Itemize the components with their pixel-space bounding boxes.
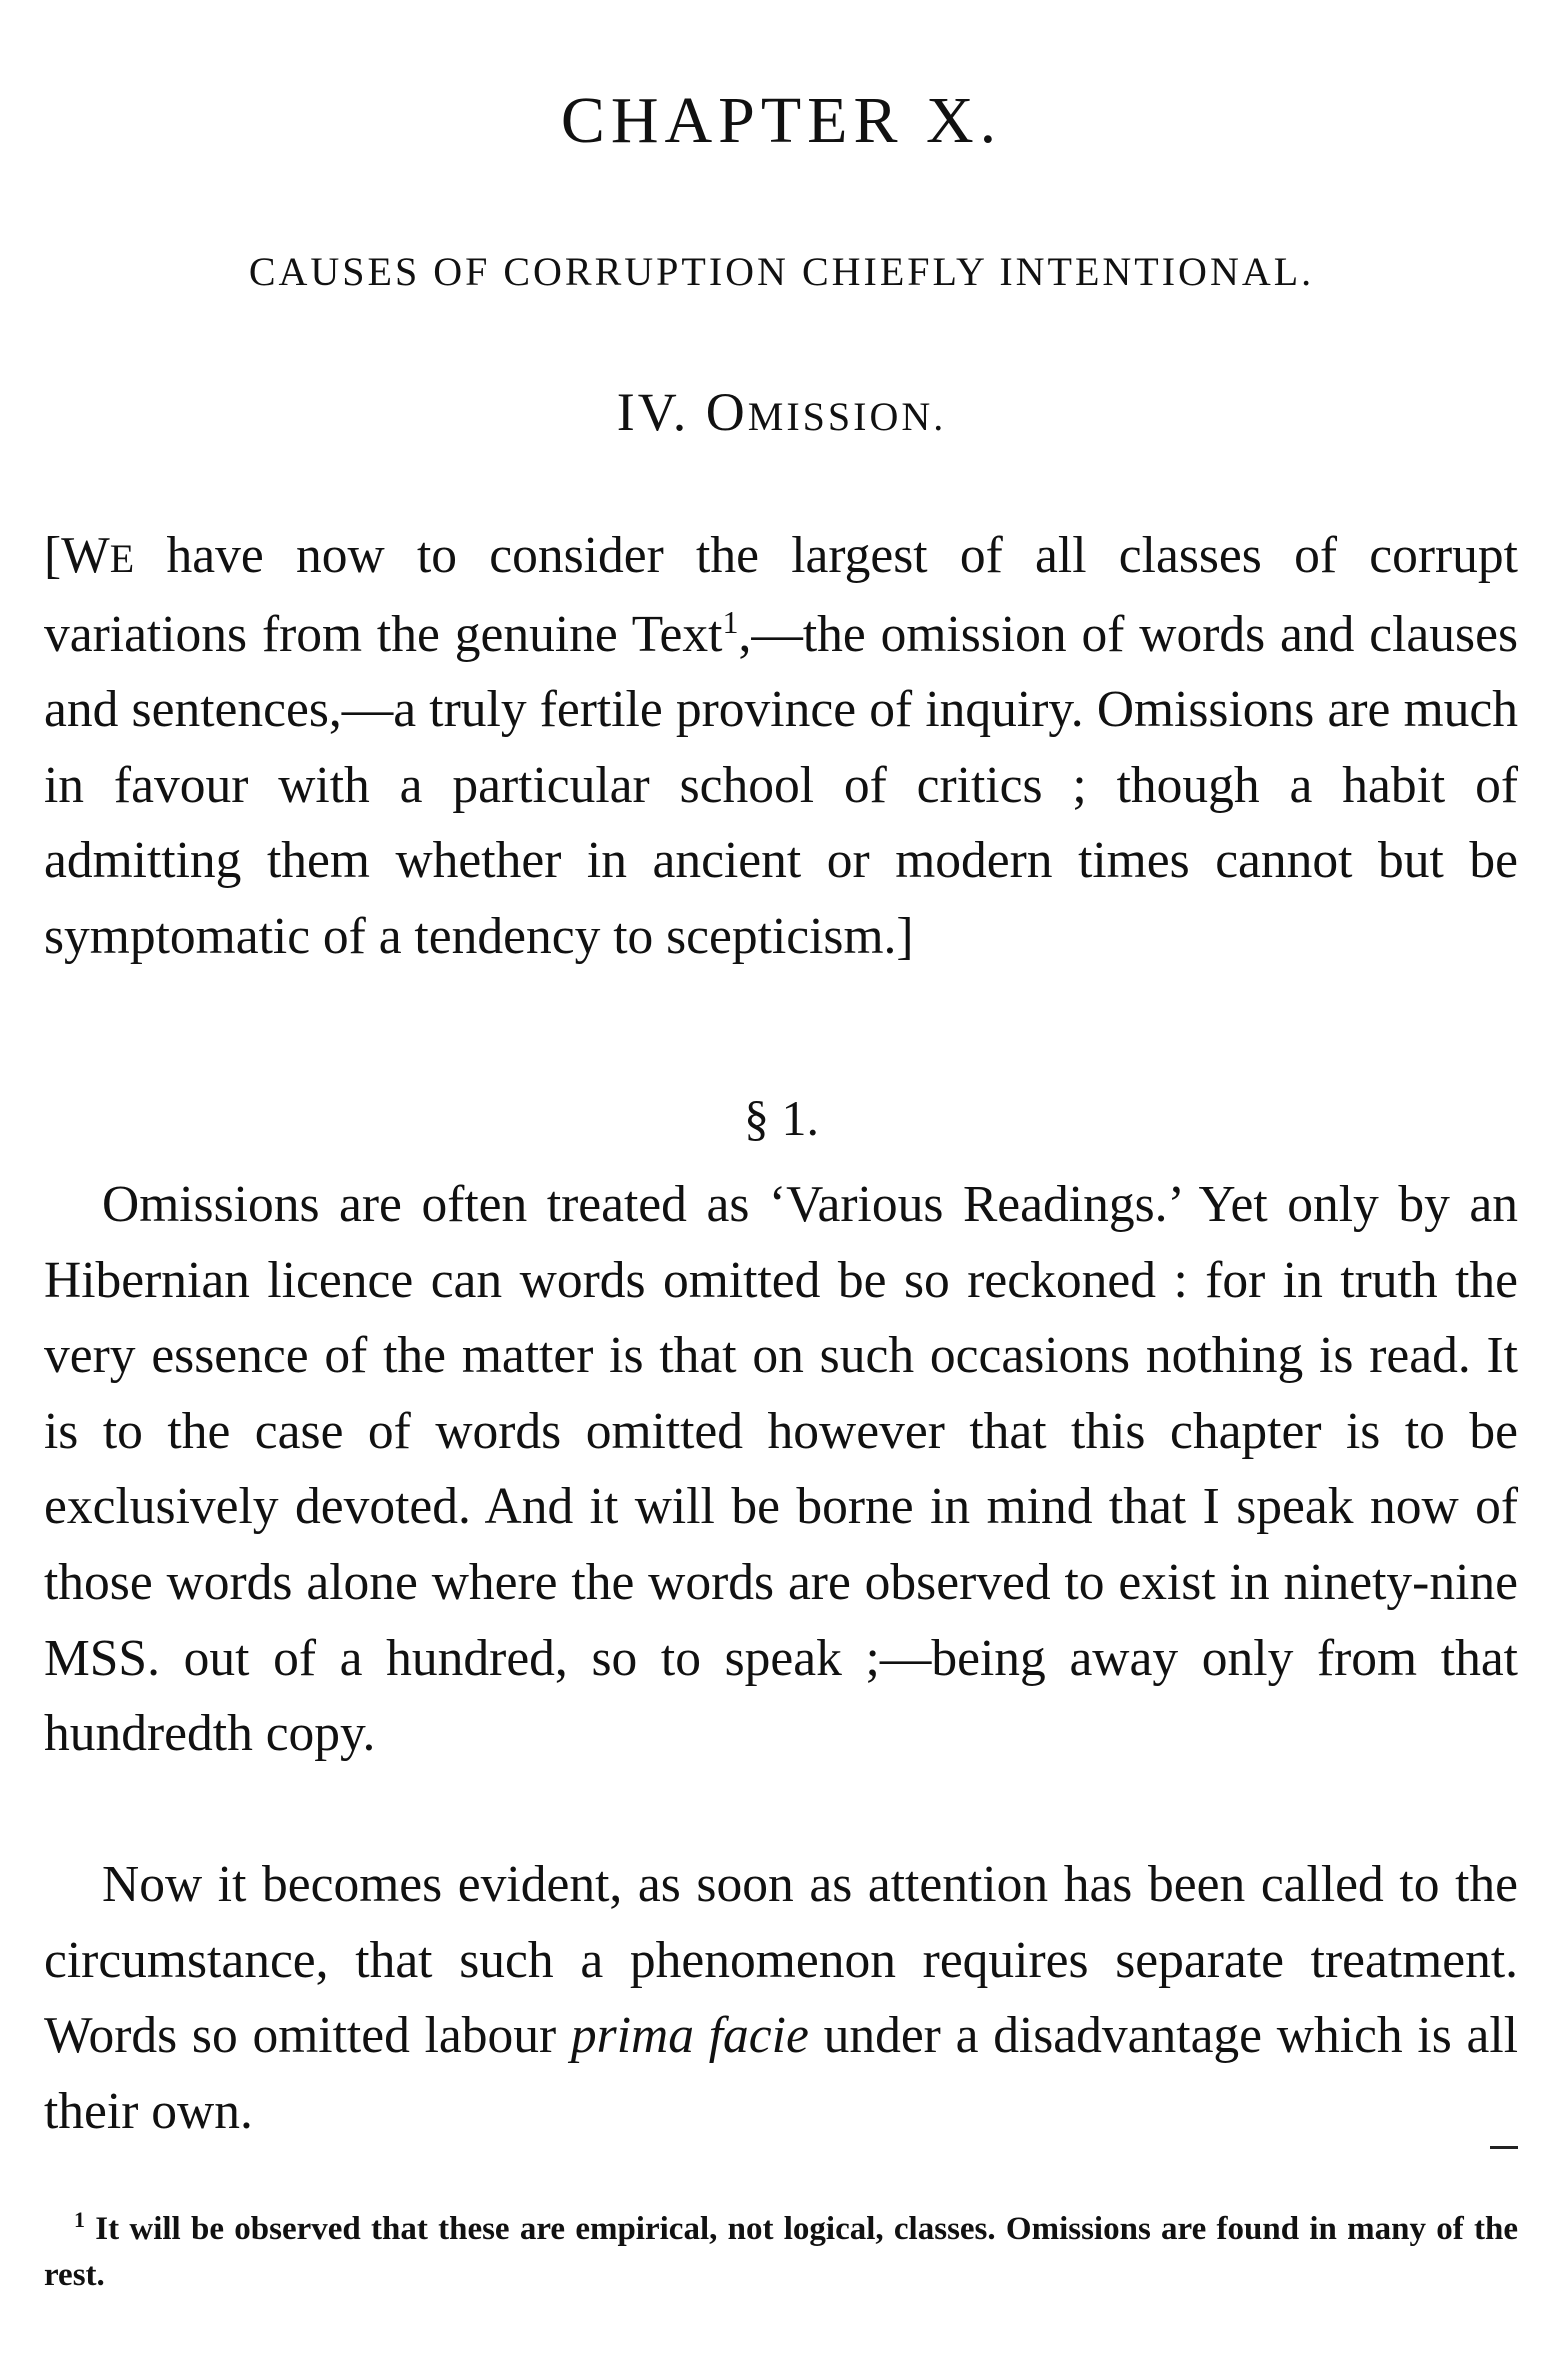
paragraph-2-italic-phrase: prima facie: [570, 2007, 809, 2065]
paragraph-2-text-after: under a disadvantage which is all their own.: [44, 2007, 1519, 2140]
footnote-text: It will be observed that these are empirical, not logical, classes. Omissions are found in many of the rest.: [44, 2211, 1518, 2293]
footnote-marker: 1: [74, 2207, 85, 2232]
body-paragraph-2: [44, 1847, 1518, 2149]
chapter-subtitle: CAUSES OF CORRUPTION CHIEFLY INTENTIONAL.: [248, 249, 1315, 294]
section-name: [706, 382, 946, 442]
section-number: IV.: [616, 382, 690, 442]
intro-we-rest: E: [109, 536, 135, 581]
intro-paragraph: [44, 518, 1518, 975]
paragraph-2-text-before: Now it becomes evident, as soon as attention has been called to the circumstance, that such a phenomenon requires separate treatment. Words so omitted labour: [44, 1856, 1518, 2065]
intro-text-before-note: have now to consider the largest of all classes of corrupt variations from the genuine Text: [44, 527, 1518, 663]
intro-open-bracket: [: [44, 527, 62, 584]
footnote: [44, 2206, 1518, 2298]
intro-we-initial: W: [61, 527, 110, 584]
section-mark: § 1.: [744, 1090, 819, 1146]
section-name-initial: O: [705, 382, 748, 442]
footnote-divider: [1490, 2146, 1518, 2149]
footnote-reference: 1: [722, 603, 739, 640]
section-name-rest: MISSION.: [747, 394, 947, 439]
chapter-title: CHAPTER X.: [560, 84, 1003, 157]
section-title: [0, 382, 1563, 442]
body-paragraph-1: Omissions are often treated as ‘Various Readings.’ Yet only by an Hibernian licence can words omitted be so reckoned : for in truth the very essence of the matter is that on such occasions nothing is read. It is to the case of words omitted however that this chapter is to be exclusively devoted. And it will be borne in mind that I speak now of those words alone where the words are observed to exist in ninety-nine MSS. out of a hundred, so to speak ;—being away only from that hundredth copy.: [44, 1176, 1518, 1763]
intro-text-after-note: ,—the omission of words and clauses and sentences,—a truly fertile province of inquiry. Omissions are much in favour with a particular school of critics ; though a habit of admitting them whether in ancient or modern times cannot but be symptomatic of a tendency to scepticism.]: [44, 605, 1518, 965]
